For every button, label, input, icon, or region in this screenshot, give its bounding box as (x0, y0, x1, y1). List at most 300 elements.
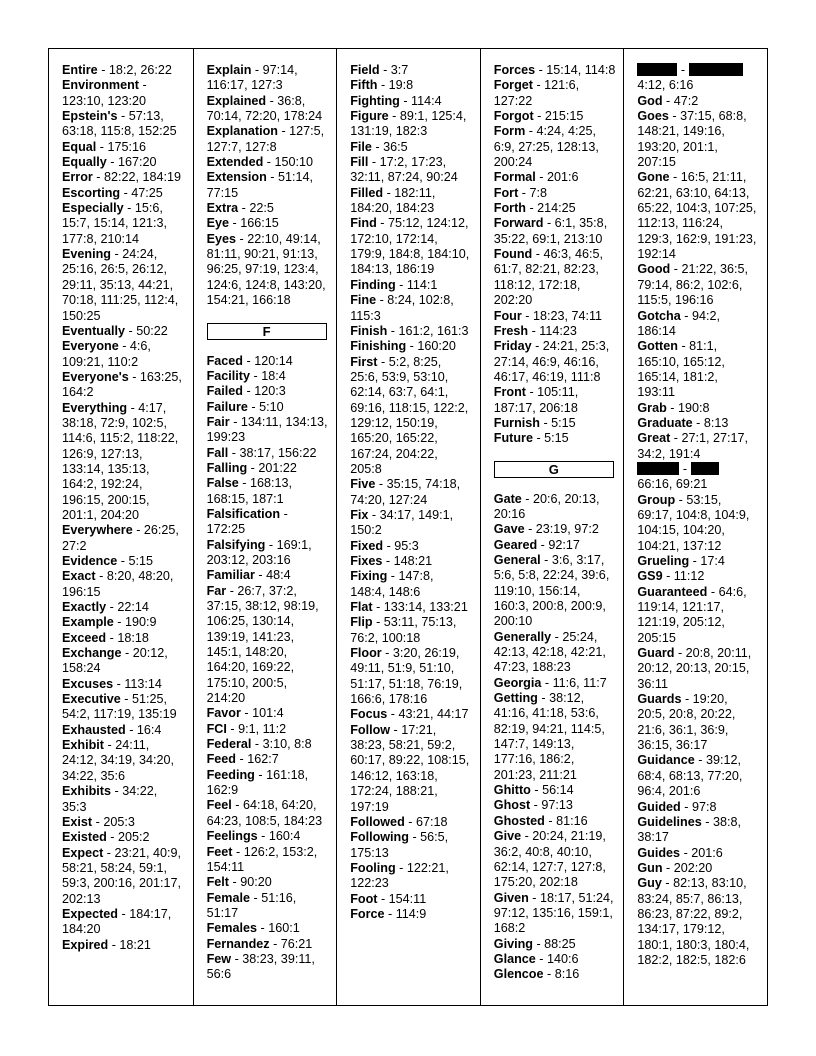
index-entry: Followed - 67:18 (350, 814, 448, 829)
index-entry: Fresh - 114:23 (493, 323, 577, 338)
page-line-references: 3:7 (390, 63, 409, 77)
index-term: Front (493, 385, 526, 400)
index-term: Find (350, 216, 377, 231)
index-term: Finishing (350, 339, 407, 354)
page-line-references: 175:16 (107, 139, 147, 154)
index-entry: Fort - 7:8 (493, 185, 547, 200)
page-line-references: 53:11, 75:13, 76:2, 100:18 (350, 615, 457, 645)
index-entry: Follow - 17:21, 38:23, 58:21, 59:2, 60:17, 89:22, 108:15, 146:12, 163:18, 172:24, 188:21, 197:19 (350, 722, 470, 814)
index-term: Guards (637, 692, 682, 707)
index-term: Everyone's (62, 369, 129, 384)
index-term: Favor (206, 706, 241, 721)
index-entry: Feel - 64:18, 64:20, 64:23, 108:5, 184:23 (206, 798, 323, 828)
index-entry: Given - 18:17, 51:24, 97:12, 135:16, 159:1, 168:2 (493, 890, 614, 936)
index-term: Ghost (493, 798, 531, 813)
page-line-references: 123:10, 123:20 (62, 93, 147, 108)
index-term: Exactly (62, 600, 107, 615)
index-entry: Found - 46:3, 46:5, 61:7, 82:21, 82:23, 118:12, 172:18, 202:20 (493, 247, 603, 308)
page-line-references: 121:6, 127:22 (493, 78, 580, 108)
index-term: Formal (493, 170, 536, 185)
index-entry: Georgia - 11:6, 11:7 (493, 675, 607, 690)
page-line-references: 46:3, 46:5, 61:7, 82:21, 82:23, 118:12, 172:18, 202:20 (493, 247, 603, 308)
index-term: Exchange (62, 646, 122, 661)
index-entry: Following - 56:5, 175:13 (350, 830, 449, 860)
index-term: Foot (350, 891, 378, 906)
page-line-references: 67:18 (415, 814, 448, 829)
page-line-references: 38:8, 38:17 (637, 814, 741, 845)
index-entry: Exhausted - 16:4 (62, 722, 162, 737)
index-term: Forward (493, 216, 544, 231)
index-entry: False - 168:13, 168:15, 187:1 (206, 476, 293, 506)
index-entry: Exactly - 22:14 (62, 600, 149, 615)
index-entry: Exceed - 18:18 (62, 630, 149, 645)
index-entry: Fixing - 147:8, 148:4, 148:6 (350, 569, 434, 599)
index-term: Geared (493, 537, 538, 552)
index-entry: Failure - 5:10 (206, 399, 284, 414)
index-term: Exist (62, 814, 93, 829)
page-line-references: 5:15 (544, 431, 569, 446)
index-term: Facility (206, 368, 250, 383)
index-term: GS9 (637, 569, 663, 584)
page-line-references: 9:1, 11:2 (238, 721, 287, 736)
index-entry: Error - 82:22, 184:19 (62, 170, 182, 185)
index-entry: Females - 160:1 (206, 921, 300, 936)
page-line-references: 64:6, 119:14, 121:17, 121:19, 205:12, 205:15 (637, 584, 747, 645)
page-line-references: 51:16, 51:17 (206, 890, 297, 920)
page-line-references: 18:23, 74:11 (532, 308, 603, 323)
index-entry: Guidelines - 38:8, 38:17 (637, 814, 741, 845)
index-entry: Force - 114:9 (350, 906, 427, 921)
index-entry: Explanation - 127:5, 127:7, 127:8 (206, 124, 325, 154)
page-line-references: 82:22, 184:19 (104, 170, 182, 185)
index-entry: Goes - 37:15, 68:8, 148:21, 149:16, 193:20, 201:1, 207:15 (637, 109, 747, 170)
page-line-references: 167:20 (118, 155, 157, 170)
index-term: Equally (62, 155, 107, 170)
index-term: Females (206, 921, 257, 936)
index-entry: Fooling - 122:21, 122:23 (350, 860, 449, 891)
page-line-references: 161:2, 161:3 (398, 323, 469, 338)
page-line-references: 90:20 (240, 875, 272, 890)
index-entry: Explain - 97:14, 116:17, 127:3 (206, 63, 298, 93)
index-term: Four (493, 308, 522, 323)
index-term: First (350, 354, 378, 369)
index-term: Evening (62, 247, 111, 262)
index-term: Escorting (62, 185, 121, 200)
page-line-references: 162:7 (247, 752, 279, 767)
index-term: Follow (350, 722, 391, 737)
index-entry: Finishing - 160:20 (350, 339, 456, 354)
index-term: General (493, 552, 541, 567)
index-term: Filled (350, 185, 384, 200)
index-term: Fernandez (206, 936, 270, 951)
index-entry: Evening - 24:24, 25:16, 26:5, 26:12, 29:11, 35:13, 44:21, 70:18, 111:25, 112:4, 150:25 (62, 247, 179, 323)
index-term: Exhibits (62, 784, 111, 799)
page-line-references: 21:22, 36:5, 79:14, 86:2, 102:6, 115:5, 196:16 (637, 262, 748, 308)
page-line-references: 190:9 (125, 615, 157, 630)
index-entry: Guards - 19:20, 20:5, 20:8, 20:22, 21:6, 36:1, 36:9, 36:15, 36:17 (637, 692, 736, 753)
index-entry: Finish - 161:2, 161:3 (350, 323, 469, 338)
index-column-3 (337, 49, 481, 1005)
index-term: Evidence (62, 554, 118, 568)
page-line-references: 97:14, 116:17, 127:3 (206, 63, 298, 93)
page-line-references: 134:11, 134:13, 199:23 (206, 414, 328, 445)
index-term: Forces (493, 63, 536, 77)
page-line-references: 120:3 (254, 384, 286, 399)
index-entry: Executive - 51:25, 54:2, 117:19, 135:19 (62, 692, 177, 722)
page-line-references: 6:1, 35:8, 35:22, 69:1, 213:10 (493, 216, 608, 246)
page-line-references: 25:24, 42:13, 42:18, 42:21, 47:23, 188:23 (493, 629, 606, 675)
page-line-references: 51:25, 54:2, 117:19, 135:19 (62, 692, 177, 722)
index-term: Feel (206, 798, 232, 813)
index-term: Fixed (350, 538, 384, 553)
page-line-references: 24:21, 25:3, 27:14, 46:9, 46:16, 46:17, 46:19, 111:8 (493, 339, 610, 384)
page-line-references: 154:11 (388, 891, 427, 906)
page-line-references: 182:11, 184:20, 184:23 (350, 185, 436, 216)
page-line-references: 22:5 (249, 201, 274, 216)
index-entry: Good - 21:22, 36:5, 79:14, 86:2, 102:6, 115:5, 196:16 (637, 262, 748, 308)
index-term: Epstein's (62, 109, 118, 124)
index-entry: Future - 5:15 (493, 431, 569, 446)
index-entry: Facility - 18:4 (206, 368, 286, 383)
index-entry: Eye - 166:15 (206, 216, 279, 231)
index-entry: Feeding - 161:18, 162:9 (206, 767, 309, 798)
index-entry: - 66:16, 69:21 (637, 462, 759, 493)
index-entry: Feelings - 160:4 (206, 829, 301, 844)
page-line-references: 4:24, 4:25, 6:9, 27:25, 128:13, 200:24 (493, 124, 599, 170)
index-entry: Fifth - 19:8 (350, 78, 414, 93)
page-line-references: 168:13, 168:15, 187:1 (206, 476, 293, 506)
page-line-references: 88:25 (544, 936, 576, 951)
page-line-references: 160:1 (268, 921, 300, 936)
index-entry: Foot - 154:11 (350, 891, 427, 906)
index-term: Floor (350, 646, 382, 661)
index-term: Fighting (350, 93, 400, 108)
page-line-references: 161:18, 162:9 (206, 767, 309, 798)
page-line-references: 4:17, 38:18, 72:9, 102:5, 114:6, 115:2, 118:22, 126:9, 127:13, 133:14, 135:13, 164:2, 192:24, 196:15, 200:15, 201:1, 204:20 (62, 400, 179, 522)
page-line-references: 201:22 (258, 460, 297, 475)
index-term: God (637, 93, 663, 108)
index-entry: Finding - 114:1 (350, 277, 438, 292)
page-line-references: 169:1, 203:12, 203:16 (206, 537, 312, 567)
page-line-references: 184:17, 184:20 (62, 906, 172, 937)
index-term: Exact (62, 569, 96, 584)
index-term: Female (206, 890, 250, 905)
index-entry: Furnish - 5:15 (493, 415, 576, 430)
index-entry: Falsifying - 169:1, 203:12, 203:16 (206, 537, 312, 567)
index-term: Given (493, 890, 529, 905)
page-line-references: 166:15 (240, 216, 279, 231)
index-entry: Existed - 205:2 (62, 830, 150, 845)
index-term: Expected (62, 906, 118, 921)
index-entry: Equal - 175:16 (62, 139, 147, 154)
page-line-references: 214:25 (537, 201, 576, 216)
index-term: Georgia (493, 675, 542, 690)
index-term: Form (493, 124, 526, 139)
page-line-references: 50:22 (136, 323, 168, 338)
index-entry: Everywhere - 26:25, 27:2 (62, 523, 179, 553)
index-entry: Excuses - 113:14 (62, 676, 162, 691)
page-line-references: 5:15 (551, 415, 576, 430)
index-entry: Guard - 20:8, 20:11, 20:12, 20:13, 20:15, 36:11 (637, 646, 752, 691)
index-term: Forgot (493, 109, 534, 124)
page-line-references: 18:17, 51:24, 97:12, 135:16, 159:1, 168:2 (493, 890, 614, 936)
index-term: Feet (206, 844, 233, 859)
page-line-references: 140:6 (546, 951, 579, 966)
index-entry: Extension - 51:14, 77:15 (206, 170, 313, 200)
index-entry: Gate - 20:6, 20:13, 20:16 (493, 491, 600, 521)
index-entry: Guaranteed - 64:6, 119:14, 121:17, 121:19, 205:12, 205:15 (637, 584, 747, 645)
page-line-references: 34:17, 149:1, 150:2 (350, 507, 454, 538)
index-entry: Guided - 97:8 (637, 799, 717, 814)
index-entry: Everyone - 4:6, 109:21, 110:2 (62, 339, 151, 369)
index-term: Flat (350, 600, 373, 615)
index-entry: Faced - 120:14 (206, 353, 293, 368)
page-line-references: 23:19, 97:2 (535, 522, 599, 537)
page-line-references: 66:16, 69:21 (637, 477, 708, 492)
index-entry: Gotten - 81:1, 165:10, 165:12, 165:14, 181:2, 193:11 (637, 339, 725, 400)
index-entry: Focus - 43:21, 44:17 (350, 707, 469, 722)
index-entry: Four - 18:23, 74:11 (493, 308, 603, 323)
index-term: Existed (62, 830, 107, 845)
page-line-references: 92:17 (548, 537, 580, 552)
index-entry: - 4:12, 6:16 (637, 63, 759, 94)
page-line-references: 163:25, 164:2 (62, 369, 182, 400)
index-term: Feeding (206, 767, 255, 782)
index-entry: Ghosted - 81:16 (493, 813, 588, 828)
page-line-references: 202:20 (673, 860, 713, 875)
index-term: Future (493, 431, 533, 446)
page-line-references: 3:6, 3:17, 5:6, 5:8, 22:24, 39:6, 119:10, 156:14, 160:3, 200:8, 200:9, 200:10 (493, 552, 610, 629)
index-entry: Ghost - 97:13 (493, 798, 573, 813)
page-line-references: 57:13, 63:18, 115:8, 152:25 (62, 109, 177, 139)
page-line-references: 114:23 (539, 323, 577, 338)
index-term: Good (637, 262, 671, 277)
page-line-references: 19:20, 20:5, 20:8, 20:22, 21:6, 36:1, 36:9, 36:15, 36:17 (637, 692, 736, 753)
page-line-references: 8:16 (554, 967, 580, 982)
index-term: Falsification (206, 506, 281, 521)
page-line-references: 8:20, 48:20, 196:15 (62, 569, 174, 599)
page-line-references: 15:14, 114:8 (546, 63, 616, 77)
index-entry: Exact - 8:20, 48:20, 196:15 (62, 569, 174, 599)
index-term: Great (637, 431, 671, 446)
index-term: Glance (493, 951, 536, 966)
page-line-references: 24:11, 24:12, 34:19, 34:20, 34:22, 35:6 (62, 738, 175, 783)
index-entry: Exist - 205:3 (62, 814, 135, 829)
page-line-references: 205:3 (103, 814, 135, 829)
index-term: Glencoe (493, 967, 544, 982)
index-term: Explanation (206, 124, 278, 139)
index-entry: Far - 26:7, 37:2, 37:15, 38:12, 98:19, 106:25, 130:14, 139:19, 141:23, 145:1, 148:20, 164:20, 169:22, 175:10, 200:5, 214:20 (206, 583, 319, 706)
page-line-references: 97:8 (691, 799, 717, 814)
index-entry: Front - 105:11, 187:17, 206:18 (493, 385, 579, 415)
index-term: Familiar (206, 568, 255, 583)
page-line-references: 17:2, 17:23, 32:11, 87:24, 90:24 (350, 155, 458, 185)
page-line-references: 20:6, 20:13, 20:16 (493, 491, 600, 521)
page-line-references: 22:10, 49:14, 81:11, 90:21, 91:13, 96:25, 97:19, 123:4, 124:6, 124:8, 143:20, 154:21, 166:18 (206, 231, 326, 308)
page-line-references: 5:15 (128, 554, 154, 568)
index-term: Gone (637, 170, 670, 185)
index-entry: God - 47:2 (637, 93, 699, 108)
index-entry: FCI - 9:1, 11:2 (206, 721, 287, 736)
index-term: Finding (350, 277, 396, 292)
index-term: Giving (493, 936, 533, 951)
index-term: Explain (206, 63, 252, 77)
index-entry: Evidence - 5:15 (62, 554, 154, 568)
page-line-references: 81:1, 165:10, 165:12, 165:14, 181:2, 193:11 (637, 339, 725, 400)
index-entry: Eyes - 22:10, 49:14, 81:11, 90:21, 91:13, 96:25, 97:19, 123:4, 124:6, 124:8, 143:20, 154:21, 166:18 (206, 231, 326, 308)
index-entry: Forward - 6:1, 35:8, 35:22, 69:1, 213:10 (493, 216, 608, 246)
index-term: Fixes (350, 554, 383, 568)
page-line-references: 3:10, 8:8 (262, 737, 312, 752)
index-entry: Gotcha - 94:2, 186:14 (637, 308, 720, 338)
index-entry: Ghitto - 56:14 (493, 783, 574, 798)
index-entry: Guy - 82:13, 83:10, 83:24, 85:7, 86:13, 86:23, 87:22, 89:2, 134:17, 179:12, 180:1, 180:3, 180:4, 182:2, 182:5, 182:6 (637, 876, 750, 967)
index-entry: Fernandez - 76:21 (206, 936, 313, 951)
page-line-references: 190:8 (677, 400, 710, 415)
index-entry: Generally - 25:24, 42:13, 42:18, 42:21, 47:23, 188:23 (493, 629, 606, 675)
index-term: Getting (493, 691, 538, 706)
index-term: Far (206, 583, 227, 598)
index-term: Fixing (350, 569, 388, 584)
page-line-references: 11:12 (673, 569, 705, 584)
index-term: Gotten (637, 339, 678, 354)
index-term: Excuses (62, 676, 114, 691)
index-entry: Find - 75:12, 124:12, 172:10, 172:14, 179:9, 184:8, 184:10, 184:13, 186:19 (350, 216, 470, 277)
index-entry: Favor - 101:4 (206, 706, 284, 721)
index-term: Fooling (350, 860, 396, 875)
index-entry: Fixes - 148:21 (350, 554, 433, 568)
index-entry: Guides - 201:6 (637, 845, 723, 860)
index-entry: Everything - 4:17, 38:18, 72:9, 102:5, 114:6, 115:2, 118:22, 126:9, 127:13, 133:14, 135:13, 164:2, 192:24, 196:15, 200:15, 201:1, 204:20 (62, 400, 179, 522)
index-entry: Forces - 15:14, 114:8 (493, 63, 616, 77)
page-line-references: 19:8 (388, 78, 414, 93)
index-term: Felt (206, 875, 229, 890)
page-line-references: 160:20 (417, 339, 456, 354)
page-line-references: 95:3 (394, 538, 419, 553)
index-term: Extension (206, 170, 267, 185)
index-entry: Fixed - 95:3 (350, 538, 419, 553)
index-term: Guides (637, 845, 681, 860)
page-line-references: 20:24, 21:19, 36:2, 40:8, 40:10, 62:14, 127:7, 127:8, 175:20, 202:18 (493, 829, 606, 890)
page-line-references: 94:2, 186:14 (637, 308, 720, 338)
page-line-references: 75:12, 124:12, 172:10, 172:14, 179:9, 184:8, 184:10, 184:13, 186:19 (350, 216, 470, 277)
index-term: Following (350, 830, 409, 845)
index-term: Falsifying (206, 537, 266, 552)
page-line-references: 16:4 (136, 722, 162, 737)
index-entry: Formal - 201:6 (493, 170, 579, 185)
page-line-references: 148:21 (393, 554, 433, 568)
index-term: Eye (206, 216, 230, 231)
page-line-references: 36:5 (383, 139, 408, 154)
index-entry: Exchange - 20:12, 158:24 (62, 646, 168, 676)
index-term: Forget (493, 78, 533, 93)
index-term: File (350, 139, 372, 154)
index-term: Gate (493, 491, 522, 506)
index-term: Especially (62, 201, 124, 216)
index-term: Field (350, 63, 380, 77)
page-line-references: 114:4 (411, 93, 442, 108)
index-entry: Falling - 201:22 (206, 460, 297, 475)
page-line-references: 105:11, 187:17, 206:18 (493, 385, 579, 415)
index-entry: Extended - 150:10 (206, 155, 314, 170)
index-entry: Forget - 121:6, 127:22 (493, 78, 580, 108)
index-entry: Grueling - 17:4 (637, 554, 725, 568)
index-entry: Friday - 24:21, 25:3, 27:14, 46:9, 46:16, 46:17, 46:19, 111:8 (493, 339, 610, 384)
index-entry: General - 3:6, 3:17, 5:6, 5:8, 22:24, 39:6, 119:10, 156:14, 160:3, 200:8, 200:9, 200:10 (493, 552, 610, 629)
page-line-references: 36:8, 70:14, 72:20, 178:24 (206, 93, 323, 124)
index-term: Force (350, 906, 385, 921)
page-line-references: 3:20, 26:19, 49:11, 51:9, 51:10, 51:17, 51:18, 76:19, 166:6, 178:16 (350, 646, 463, 707)
index-term: Entire (62, 63, 98, 77)
index-entry: Gun - 202:20 (637, 860, 713, 875)
page-line-references: 201:6 (546, 170, 579, 185)
page-line-references: 37:15, 68:8, 148:21, 149:16, 193:20, 201:1, 207:15 (637, 109, 747, 170)
page-line-references: 114:9 (395, 906, 427, 921)
page-line-references: 133:14, 133:21 (383, 600, 468, 615)
index-term: Expired (62, 937, 109, 952)
index-entry: Great - 27:1, 27:17, 34:2, 191:4 (637, 431, 749, 461)
index-term: FCI (206, 721, 227, 736)
index-term: Expect (62, 845, 104, 860)
page-line-references: 39:12, 68:4, 68:13, 77:20, 96:4, 201:6 (637, 753, 743, 799)
index-term: Give (493, 829, 522, 844)
index-entry: Fighting - 114:4 (350, 93, 442, 108)
index-term: Failure (206, 399, 248, 414)
page-line-references: 56:5, 175:13 (350, 830, 449, 860)
index-entry: Felt - 90:20 (206, 875, 272, 890)
index-term: Fair (206, 414, 230, 429)
index-entry: Gave - 23:19, 97:2 (493, 522, 599, 537)
index-term: Feelings (206, 829, 258, 844)
index-term: Guaranteed (637, 584, 708, 599)
index-term: Flip (350, 615, 373, 630)
index-term: Gave (493, 522, 525, 537)
page-line-references: 23:21, 40:9, 58:21, 58:24, 59:1, 59:3, 200:16, 201:17, 202:13 (62, 845, 182, 906)
index-entry: Forgot - 215:15 (493, 109, 584, 124)
index-column-5 (624, 49, 767, 1005)
index-term: Explained (206, 93, 267, 108)
index-term: Guided (637, 799, 681, 814)
index-entry: Guidance - 39:12, 68:4, 68:13, 77:20, 96:4, 201:6 (637, 753, 743, 799)
index-entry: Fair - 134:11, 134:13, 199:23 (206, 414, 328, 445)
page-line-references: 113:14 (124, 676, 162, 691)
page-line-references: 47:2 (673, 93, 699, 108)
index-entry: Fine - 8:24, 102:8, 115:3 (350, 293, 454, 323)
index-column-2 (194, 49, 338, 1005)
page-line-references: 8:13 (703, 415, 729, 430)
index-term: Extended (206, 155, 264, 170)
index-entry: Filled - 182:11, 184:20, 184:23 (350, 185, 436, 216)
page-line-references: 126:2, 153:2, 154:11 (206, 844, 318, 874)
page-line-references: 35:15, 74:18, 74:20, 127:24 (350, 477, 461, 507)
page-line-references: 15:6, 15:7, 15:14, 121:3, 177:8, 210:14 (62, 201, 168, 246)
index-entry: Expired - 18:21 (62, 937, 151, 952)
page-line-references: 127:5, 127:7, 127:8 (206, 124, 325, 154)
index-term: Eyes (206, 231, 237, 246)
index-term: Fresh (493, 323, 529, 338)
redaction-bar (691, 462, 719, 475)
index-entry: GS9 - 11:12 (637, 569, 705, 584)
index-entry: Geared - 92:17 (493, 537, 580, 552)
index-term: Fix (350, 507, 369, 522)
page-line-references: 147:8, 148:4, 148:6 (350, 569, 434, 599)
index-entry: Feed - 162:7 (206, 752, 279, 767)
page-line-references: 5:2, 8:25, 25:6, 53:9, 53:10, 62:14, 63:7, 64:1, 69:16, 118:15, 122:2, 129:12, 150:19, 165:20, 165:22, 167:24, 204:22, 205:8 (350, 354, 469, 476)
page-line-references: 20:8, 20:11, 20:12, 20:13, 20:15, 36:11 (637, 646, 752, 691)
index-term: Gotcha (637, 308, 681, 323)
index-entry: First - 5:2, 8:25, 25:6, 53:9, 53:10, 62:14, 63:7, 64:1, 69:16, 118:15, 122:2, 129:12, 150:19, 165:20, 165:22, 167:24, 204:22, 205:8 (350, 354, 469, 476)
index-term: Failed (206, 384, 243, 399)
